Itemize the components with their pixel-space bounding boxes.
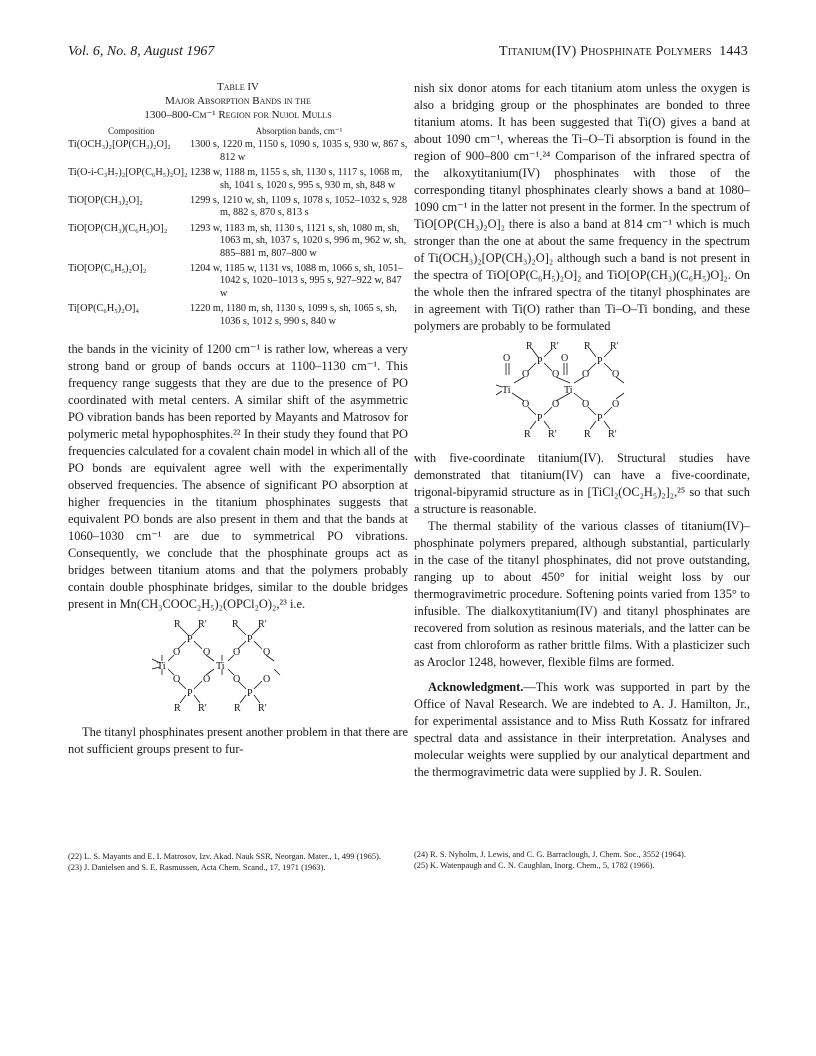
col-header-bands: Absorption bands, cm⁻¹: [255, 126, 343, 136]
ti-atom: Ti: [157, 661, 166, 673]
bands-cell: 1204 w, 1185 w, 1131 vs, 1088 m, 1066 s, sh, 1051–1042 s, 1020–1013 s, 995 s, 927–922 w, 847 w: [190, 263, 404, 299]
o-atom: O: [582, 369, 590, 380]
r-label: R: [174, 703, 181, 714]
p-atom: P: [187, 634, 193, 646]
footnote-23: (23) J. Danielsen and S. E. Rasmussen, Acta Chem. Scand., 17, 1971 (1963).: [68, 863, 326, 872]
o-atom: O: [522, 399, 530, 410]
p-atom: P: [537, 356, 543, 367]
table-row: [68, 195, 408, 223]
p-atom: P: [597, 356, 603, 367]
p-atom: P: [597, 413, 603, 424]
acknowledgment: [414, 679, 750, 781]
table-row: [68, 167, 408, 195]
r-prime-label: R′: [198, 619, 207, 631]
o-atom: O: [612, 399, 620, 410]
o-atom: O: [203, 674, 211, 686]
bands-cell: 1300 s, 1220 m, 1150 s, 1090 s, 1035 s, 930 w, 867 s, 812 w: [190, 139, 408, 163]
composition-cell: Ti(OCH₃)₂[OP(CH₃)₂O]₂: [68, 139, 171, 151]
col-header-composition: Composition: [108, 126, 155, 136]
bands-cell: 1238 w, 1188 m, 1155 s, sh, 1130 s, 1117 s, 1068 m, sh, 1041 s, 1020 s, 995 s, 930 m, sh, 848 w: [190, 167, 403, 191]
page-number: 1443: [719, 44, 748, 59]
r-label: R: [234, 703, 241, 714]
right-column: [414, 80, 750, 781]
titanyl-structure: [414, 339, 750, 444]
o-atom: O: [552, 369, 560, 380]
composition-cell: TiO[OP(CH₃)₂O]₂: [68, 195, 143, 207]
ti-atom: Ti: [502, 385, 511, 396]
p-atom: P: [187, 688, 193, 700]
running-title: Titanium(IV) Phosphinate Polymers: [498, 44, 712, 59]
double-bridge-structure: [68, 617, 408, 718]
r-prime-label: R′: [608, 429, 617, 439]
oxo-atom: O: [503, 353, 511, 364]
titanyl-diagram: [492, 339, 672, 439]
table-title-line2: 1300–800-Cm⁻¹ Region for Nujol Mulls: [144, 109, 332, 121]
composition-cell: TiO[OP(C₆H₅)₂O]₂: [68, 263, 147, 275]
running-header: [499, 44, 748, 60]
r-label: R: [524, 429, 531, 439]
table-row: [68, 303, 408, 331]
r-prime-label: R′: [548, 429, 557, 439]
o-atom: O: [552, 399, 560, 410]
r-label: R: [232, 619, 239, 631]
ti-atom: Ti: [216, 661, 225, 673]
o-atom: O: [263, 647, 271, 659]
table-row: [68, 263, 408, 303]
right-paragraph-2: with five-coordinate titanium(IV). Structural studies have demonstrated that titanium(IV) can have a five-coordinate, trigonal-bipyramid structure as in [TiCl₂(OC₂H₅)₂]₂,²⁵ so that such a structure is reasonable.: [414, 451, 750, 516]
o-atom: O: [522, 369, 530, 380]
r-prime-label: R′: [258, 619, 267, 631]
acknowledgment-body: —This work was supported in part by the Office of Naval Research. We are indebted to A. J. Hamilton, Jr., for experimental assistance and to Miss Ruth Kossatz for infrared spectral data and assistance in their interpretation. Analyses and molecular weights were supplied by our analytical department and the thermogravimetric data were supplied by J. R. Soulen.: [414, 680, 750, 779]
p-atom: P: [247, 688, 253, 700]
r-label: R: [584, 429, 591, 439]
footnote-24: (24) R. S. Nyholm, J. Lewis, and C. G. Barraclough, J. Chem. Soc., 3552 (1964).: [414, 850, 686, 859]
o-atom: O: [233, 674, 241, 686]
r-prime-label: R′: [198, 703, 207, 714]
journal-header: Vol. 6, No. 8, August 1967: [68, 44, 215, 59]
left-column: [68, 80, 408, 758]
left-footnotes: [68, 851, 408, 873]
right-paragraph-3: The thermal stability of the various classes of titanium(IV)–phosphinate polymers prepared, although substantial, particularly in the case of the titanyl phosphinates, did not prove outstanding, ranging up to about 450° for initial weight loss by our thermogravimetric procedure. Softening points varied from 135° to infusible. The dialkoxytitanium(IV) and titanyl phosphinates are recovered from solution as resinous materials, and the latter can be cast from chloroform as rather brittle films. With a plasticizer such as Aroclor 1248, however, flexible films are formed.: [414, 519, 750, 669]
o-atom: O: [203, 647, 211, 659]
footnote-25: (25) K. Watenpaugh and C. N. Caughlan, Inorg. Chem., 5, 1782 (1966).: [414, 861, 655, 870]
o-atom: O: [173, 674, 181, 686]
footnote-22: (22) L. S. Mayants and E. I. Matrosov, Izv. Akad. Nauk SSR, Neorgan. Mater., 1, 499 (1965).: [68, 852, 382, 861]
r-prime-label: R′: [610, 341, 619, 352]
table-label: Table IV: [217, 81, 259, 93]
table-row: [68, 139, 408, 167]
r-label: R: [174, 619, 181, 631]
composition-cell: TiO[OP(CH₃)(C₆H₅)O]₂: [68, 222, 168, 234]
ti-atom: Ti: [564, 385, 573, 396]
bands-cell: 1299 s, 1210 w, sh, 1109 s, 1078 s, 1052–1032 s, 928 m, 882 s, 870 s, 813 s: [190, 195, 408, 219]
bands-cell: 1220 m, 1180 m, sh, 1130 s, 1099 s, sh, 1065 s, sh, 1036 s, 1012 s, 990 s, 840 w: [190, 303, 397, 327]
o-atom: O: [582, 399, 590, 410]
p-atom: P: [537, 413, 543, 424]
left-paragraph-2: The titanyl phosphinates present another problem in that there are not sufficient groups present to fur-: [68, 725, 408, 757]
composition-cell: Ti[OP(C₆H₅)₂O]₄: [68, 303, 140, 315]
r-label: R: [584, 341, 591, 352]
r-prime-label: R′: [258, 703, 267, 714]
left-paragraph-1: the bands in the vicinity of 1200 cm⁻¹ is rather low, whereas a very strong band or group of bands occurs at 1100–1130 cm⁻¹. This frequency range suggests that they are due to the presence of PO coordinated with metal centers. A similar shift of the asymmetric PO vibration bands has been reported by Mayants and Matrosov for polymeric metal hypophosphites.²² In their study they found that PO frequencies calculated for a covalent chain model in which all of the PO bonds are equivalent agree well with the experimentally observed frequencies. The absence of significant PO absorption at higher frequencies in the titanium phosphinates suggests that equivalent PO bonds are also present in them and that the bands at 1060–1030 cm⁻¹ are due to symmetrical PO vibrations. Consequently, we conclude that the phosphinate groups act as bridges between titanium atoms and that the polymers probably contain double phosphinate bridges, similar to the double bridges present in Mn(CH₃COOC₂H₅)₂(OPCl₂O)₂,²³ i.e.: [68, 342, 408, 612]
o-atom: O: [612, 369, 620, 380]
bands-cell: 1293 w, 1183 m, sh, 1130 s, 1121 s, sh, 1080 m, sh, 1063 m, sh, 1037 s, 1020 s, 996 m, 962 w, sh, 885–881 m, 807–800 w: [190, 222, 407, 259]
right-paragraph-1: nish six donor atoms for each titanium atom unless the oxygen is also a bridging group or the phosphinates are bonded to three titanium atoms. It has been suggested that Ti(O) gives a band at about 1090 cm⁻¹, whereas the Ti–O–Ti absorption is found in the region of 900–800 cm⁻¹.²⁴ Comparison of the infrared spectra of the alkoxytitanium(IV) phosphinates with those of the corresponding titanyl phosphinates clearly shows a band at 1080–1090 cm⁻¹ in the latter not present in the former. In the spectrum of TiO[OP(CH₃)₂O]₂ there is also a band at 814 cm⁻¹ which is much stronger than the one at about the same frequency in the spectrum of Ti(OCH₃)₂[OP(CH₃)₂O]₂ although such a band is not present in the spectra of TiO[OP(C₆H₅)₂O]₂ and TiO[OP(CH₃)(C₆H₅)O]₂. On the whole then the infrared spectra of the titanyl phosphinates are in agreement with Ti(O) rather than Ti–O–Ti bonding, and these polymers are probably to be formulated: [414, 81, 750, 333]
table-title-line1: Major Absorption Bands in the: [165, 95, 311, 107]
o-atom: O: [173, 647, 181, 659]
composition-cell: Ti(O-i-C₃H₇)₂[OP(C₆H₅)₂O]₂: [68, 167, 188, 179]
p-atom: P: [247, 634, 253, 646]
r-prime-label: R′: [550, 341, 559, 352]
oxo-atom: O: [561, 353, 569, 364]
table-row: [68, 223, 408, 263]
acknowledgment-heading: Acknowledgment.: [428, 680, 524, 694]
o-atom: O: [263, 674, 271, 686]
o-atom: O: [233, 647, 241, 659]
r-label: R: [526, 341, 533, 352]
titanium-bridge-diagram: [148, 617, 328, 713]
absorption-table: [68, 125, 408, 331]
right-footnotes: [414, 849, 750, 871]
